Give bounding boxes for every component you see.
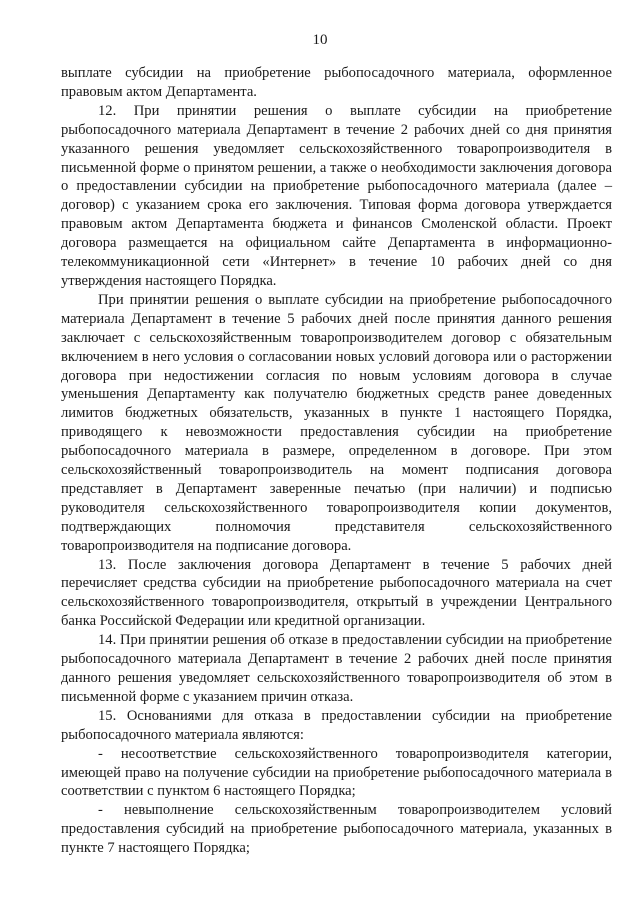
paragraph-clause-13: 13. После заключения договора Департамент в течение 5 рабочих дней перечисляет средства субсидии на приобретение рыбопосадочного материала на счет сельскохозяйственного товаропроизводителя, открытый в учреждении Центрального банка Российской Федерации или кредитной организации. <box>61 556 612 630</box>
paragraph-clause-12: 12. При принятии решения о выплате субсидии на приобретение рыбопосадочного материала Департамент в течение 2 рабочих дней со дня принятия указанного решения уведомляет сельскохозяйственного товаропроизводителя в письменной форме о принятом решении, а также о необходимости заключения договора о предоставлении субсидии на приобретение рыбопосадочного материала (далее – договор) с указанием срока его заключения. Типовая форма договора утверждается правовым актом Департамента бюджета и финансов Смоленской области. Проект договора размещается на официальном сайте Департамента в информационно-телекоммуникационной сети «Интернет» в течение 10 рабочих дней со дня утверждения настоящего Порядка. <box>61 102 612 289</box>
list-item-ground-2: - невыполнение сельскохозяйственным товаропроизводителем условий предоставления субсидий на приобретение рыбопосадочного материала, указанных в пункте 7 настоящего Порядка; <box>61 802 612 857</box>
list-item-ground-1: - несоответствие сельскохозяйственного товаропроизводителя категории, имеющей право на получение субсидии на приобретение рыбопосадочного материала в соответствии с пунктом 6 настоящего Порядка; <box>61 745 612 800</box>
paragraph-contract-conclusion: При принятии решения о выплате субсидии на приобретение рыбопосадочного материала Департамент в течение 5 рабочих дней после принятия данного решения заключает с сельскохозяйственным товаропроизводителем договор с обязательным включением в него условия о согласовании новых условий договора или о расторжении договора при недостижении согласия по новым условиям договора в случае уменьшения Департаменту как получателю бюджетных средств ранее доведенных лимитов бюджетных обязательств, указанных в пункте 1 настоящего Порядка, приводящего к невозможности предоставления субсидии на приобретение рыбопосадочного материала в размере, определенном в договоре. При этом сельскохозяйственный товаропроизводитель на момент подписания договора представляет в Департамент заверенные печатью (при наличии) и подписью руководителя сельскохозяйственного товаропроизводителя копии документов, подтверждающих полномочия представителя сельскохозяйственного товаропроизводителя на подписание договора. <box>61 291 612 554</box>
paragraph-clause-15: 15. Основаниями для отказа в предоставлении субсидии на приобретение рыбопосадочного материала являются: <box>61 707 612 743</box>
paragraph-continuation: выплате субсидии на приобретение рыбопосадочного материала, оформленное правовым актом Департамента. <box>61 65 612 100</box>
page-number: 10 <box>312 32 328 48</box>
paragraph-clause-14: 14. При принятии решения об отказе в предоставлении субсидии на приобретение рыбопосадочного материала Департамент в течение 2 рабочих дней после принятия данного решения уведомляет сельскохозяйственного товаропроизводителя об этом в письменной форме с указанием причин отказа. <box>61 632 612 705</box>
document-body <box>61 64 612 858</box>
